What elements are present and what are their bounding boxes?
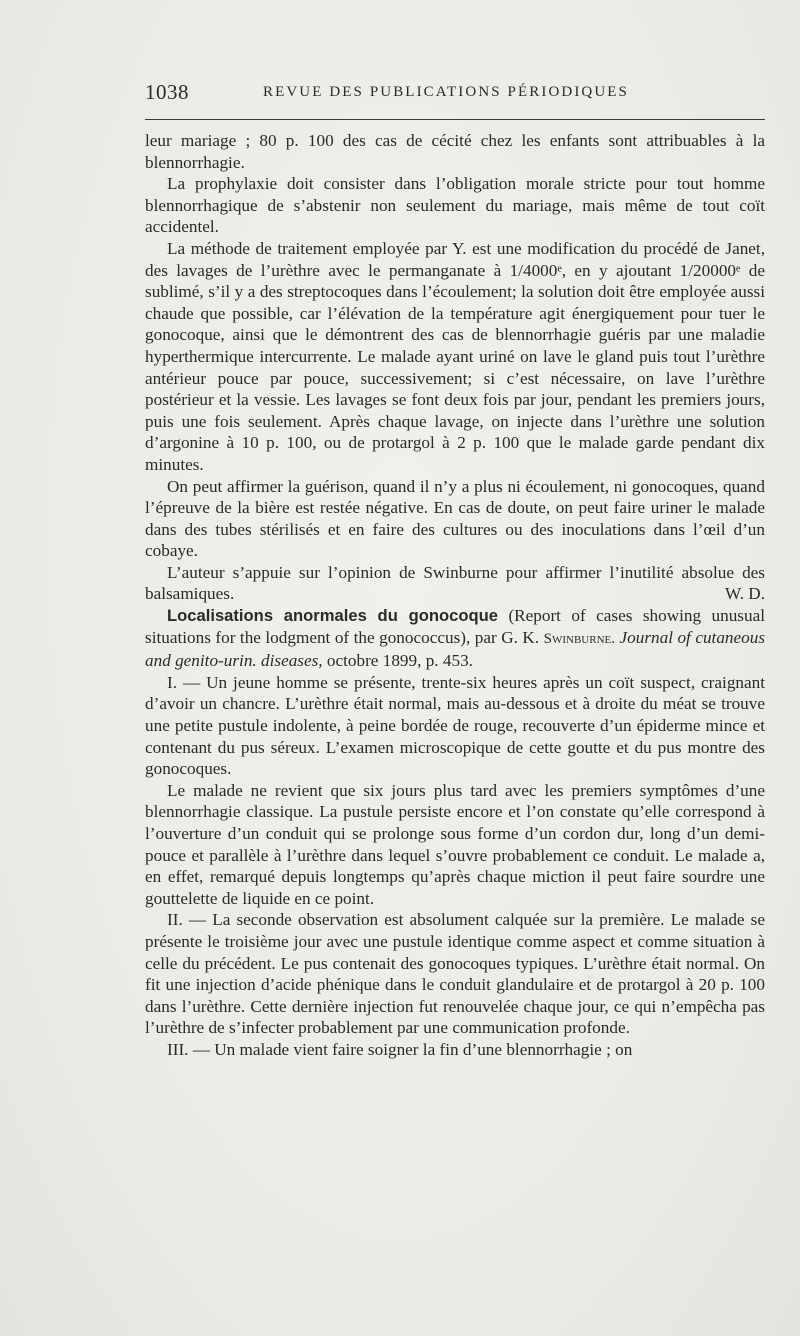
paragraph-treatment-method: La méthode de traitement employée par Y. est une modification du procédé de Janet, des lavages de l’urèthre avec le permanganate à 1/4000ᵉ, en y ajoutant 1/20000ᵉ de sublimé, s’il y a des streptocoques dans l’écoulement; la solution doit être employée aussi chaude que possible, car l’élévation de la température agit énergiquement pour tuer le gonocoque, ainsi que le démontrent des cas de blennorrhagie guéris par une maladie hyperthermique intercurrente. Le malade ayant uriné on lave le gland puis tout l’urèthre antérieur pouce par pouce, successivement; si c’est nécessaire, on lave l’urèthre postérieur et la vessie. Les lavages se font deux fois par jour, pendant les premiers jours, puis une fois seulement. Après chaque lavage, on injecte dans l’urèthre une solution d’argonine à 10 p. 100, ou de protargol à 2 p. 100 que le malade garde pendant dix minutes. [145,238,765,474]
paragraph-continued: leur mariage ; 80 p. 100 des cas de cécité chez les enfants sont attribuables à la blennorrhagie. [145,131,765,172]
article-body [145,130,765,1061]
article-author: Swinburne. [543,630,615,647]
article-heading [145,605,765,672]
paragraph-prophylaxis: La prophylaxie doit consister dans l’obligation morale stricte pour tout homme blennorrhagique de s’abstenir non seulement du mariage, mais même de tout coït accidentel. [145,174,765,237]
page-header [145,80,765,110]
header-rule [145,119,765,120]
paragraph-case-two: II. — La seconde observation est absolument calquée sur la première. Le malade se présente le troisième jour avec une pustule identique comme aspect et comme situation à celle du précédent. Le pus contenait des gonocoques typiques. L’urèthre était normal. On fit une injection d’acide phénique dans le conduit glandulaire et de protargol à 20 p. 100 dans l’urèthre. Cette dernière injection fut renouvelée chaque jour, ce qui n’empêcha pas l’urèthre de s’infecter probablement par une communication profonde. [145,910,765,1038]
paragraph-case-one-followup: Le malade ne revient que six jours plus tard avec les premiers symptômes d’une blennorrhagie classique. La pustule persiste encore et l’on constate qu’elle correspond à l’ouverture d’un conduit qui se prolonge sous forme d’un cordon dur, long d’un demi-pouce et parallèle à l’urèthre dans lequel s’ouvre probablement ce conduit. Le malade a, en effet, remarqué depuis longtemps qu’après chaque miction il peut faire sourdre une gouttelette de liquide en ce point. [145,780,765,908]
article-date: octobre 1899, p. 453. [322,651,473,671]
balsamics-text: L’auteur s’appuie sur l’opinion de Swinburne pour affirmer l’inutilité absolue des balsamiques. [145,562,765,604]
author-signature: W. D. [725,584,765,604]
running-title: REVUE DES PUBLICATIONS PÉRIODIQUES [263,84,629,100]
page-number: 1038 [145,80,189,104]
paragraph-cure-criteria: On peut affirmer la guérison, quand il n’y a plus ni écoulement, ni gonocoques, quand l’épreuve de la bière est restée négative. En cas de doute, on peut faire uriner le malade dans des tubes stérilisés et en faire des cultures ou des inoculations dans l’œil d’un cobaye. [145,476,765,561]
paragraph-case-three: III. — Un malade vient faire soigner la fin d’une blennorrhagie ; on [167,1039,633,1059]
paragraph-balsamics [145,562,765,605]
article-reference: (Report of cases showing unusual situations for the lodgment of the gonococcus), par G. K. [145,606,765,647]
paragraph-case-one: I. — Un jeune homme se présente, trente-six heures après un coït suspect, craignant d’avoir un chancre. L’urèthre était normal, mais au-dessous et à droite du méat se trouve une petite pustule indolente, à peine bordée de rouge, recouverte d’un épiderme mince et contenant du pus séreux. L’examen microscopique de cette goutte et du pus montre des gonocoques. [145,672,765,779]
article-title: Localisations anormales du gonocoque [167,606,498,626]
article-journal: Journal of cutaneous and genito-urin. diseases, [145,627,766,671]
